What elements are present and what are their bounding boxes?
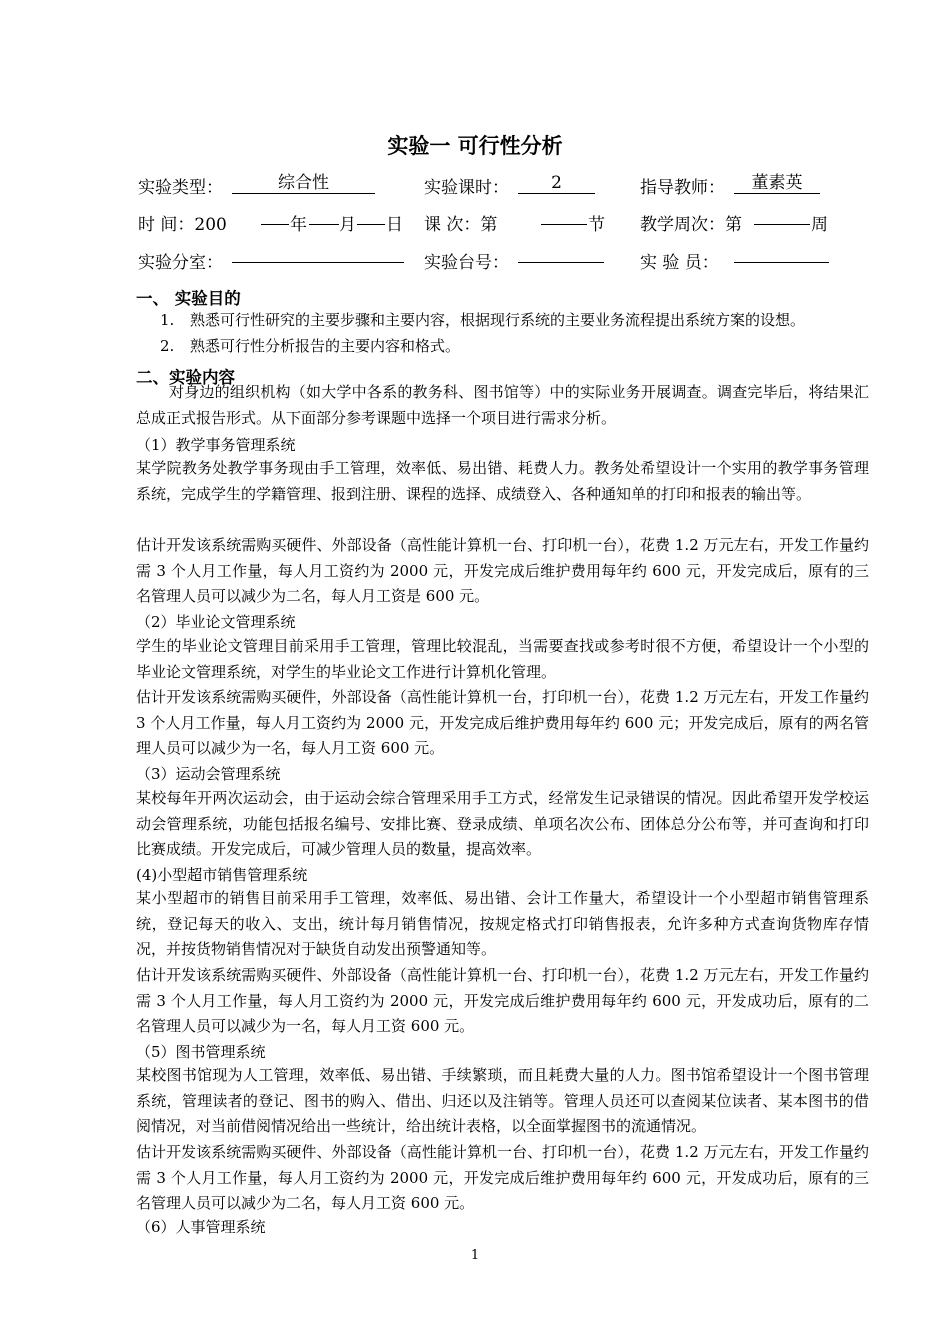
class-label: 课 次：第 (424, 215, 498, 235)
topic-5-title: （5）图书管理系统 (136, 1043, 266, 1061)
hours-label: 实验课时： (424, 178, 509, 198)
topic-2-cost: 估计开发该系统需购买硬件，外部设备（高性能计算机一台，打印机一台），花费 1.2 万元左右，开发工作量约 3 个人月工作量，每人月工资约为 2000 元，开发完成后维护费用每年约 600 元；开发完成后，原有的两名管理人员可以减少为一名，每人月工资 600 元。 (136, 688, 869, 757)
topic-2-title: （2）毕业论文管理系统 (136, 613, 296, 631)
topic-4-description: 某小型超市的销售目前采用手工管理，效率低、易出错、会计工作量大，希望设计一个小型超市销售管理系统，登记每天的收入、支出，统计每月销售情况，按规定格式打印销售报表，允许多种方式查询货物库存情况，并按货物销售情况对于缺货自动发出预警通知等。 (136, 889, 869, 958)
staff-label: 实 验 员： (640, 253, 719, 273)
time-label: 时 间：200 (138, 215, 227, 235)
topic-1-title: （1）教学事务管理系统 (136, 436, 296, 454)
year-blank (261, 224, 289, 225)
day-unit: 日 (386, 215, 403, 235)
topic-5-cost: 估计开发该系统需购买硬件、外部设备（高性能计算机一台、打印机一台），花费 1.2 万元左右，开发工作量约需 3 个人月工作量，每人月工资约为 2000 元，开发完成后维护费用每年约 600 元，开发成功后，原有的三名管理人员可以减少为二名，每人月工资 600 元。 (136, 1143, 869, 1212)
month-blank (309, 224, 339, 225)
topic-3-title: （3）运动会管理系统 (136, 765, 281, 783)
week-unit: 周 (811, 215, 828, 235)
class-blank (541, 224, 587, 225)
topic-6-title: （6）人事管理系统 (136, 1218, 266, 1236)
desk-label: 实验台号： (424, 253, 509, 273)
year-unit: 年 (290, 215, 307, 235)
topic-4-title: (4)小型超市销售管理系统 (136, 866, 308, 884)
document-title: 实验一 可行性分析 (387, 134, 563, 158)
intro-paragraph: 对身边的组织机构（如大学中各系的教务科、图书馆等）中的实际业务开展调查。调查完毕后，将结果汇总成正式报告形式。从下面部分参考课题中选择一个项目进行需求分析。 (136, 383, 869, 427)
topic-2-description: 学生的毕业论文管理目前采用手工管理，管理比较混乱，当需要查找或参考时很不方便，希望设计一个小型的毕业论文管理系统，对学生的毕业论文工作进行计算机化管理。 (136, 637, 869, 681)
class-unit: 节 (588, 215, 605, 235)
topic-1-description: 某学院教务处教学事务现由手工管理，效率低、易出错、耗费人力。教务处希望设计一个实用的教学事务管理系统，完成学生的学籍管理、报到注册、课程的选择、成绩登入、各种通知单的打印和报表的输出等。 (136, 459, 869, 503)
month-unit: 月 (339, 215, 356, 235)
meta-row-3 (138, 248, 868, 274)
page-number: 1 (470, 1248, 480, 1263)
topic-5-description: 某校图书馆现为人工管理，效率低、易出错、手续繁琐，而且耗费大量的人力。图书馆希望设计一个图书管理系统，管理读者的登记、图书的购入、借出、归还以及注销等。管理人员还可以查阅某位读者、某本图书的借阅情况，对当前借阅情况给出一些统计，给出统计表格，以全面掌握图书的流通情况。 (136, 1066, 869, 1135)
objective-item-2: 2. 熟悉可行性分析报告的主要内容和格式。 (160, 337, 461, 355)
desk-blank (518, 262, 604, 263)
type-value: 综合性 (232, 173, 375, 194)
day-blank (357, 224, 385, 225)
teacher-label: 指导教师： (640, 178, 725, 198)
meta-row-1 (138, 173, 868, 199)
section-1-heading: 一、 实验目的 (136, 289, 241, 308)
room-blank (232, 262, 404, 263)
type-label: 实验类型： (138, 178, 223, 198)
topic-3-description: 某校每年开两次运动会，由于运动会综合管理采用手工方式，经常发生记录错误的情况。因此希望开发学校运动会管理系统，功能包括报名编号、安排比赛、登录成绩、单项名次公布、团体总分公布等，并可查询和打印比赛成绩。开发完成后，可减少管理人员的数量，提高效率。 (136, 789, 869, 858)
week-label: 教学周次：第 (640, 215, 742, 235)
room-label: 实验分室： (138, 253, 223, 273)
hours-value: 2 (518, 173, 595, 194)
meta-row-2 (138, 210, 868, 236)
topic-4-cost: 估计开发该系统需购买硬件、外部设备（高性能计算机一台、打印机一台），花费 1.2 万元左右，开发工作量约需 3 个人月工作量，每人月工资约为 2000 元，开发完成后维护费用每年约 600 元，开发成功后，原有的二名管理人员可以减少为一名，每人月工资 600 元。 (136, 966, 869, 1035)
staff-blank (734, 262, 829, 263)
objective-item-1: 1. 熟悉可行性研究的主要步骤和主要内容，根据现行系统的主要业务流程提出系统方案的设想。 (160, 311, 806, 329)
section-2-heading: 二、实验内容 (136, 368, 235, 387)
teacher-value: 董素英 (734, 173, 820, 194)
week-blank (754, 224, 810, 225)
topic-1-cost: 估计开发该系统需购买硬件、外部设备（高性能计算机一台、打印机一台），花费 1.2 万元左右，开发工作量约需 3 个人月工作量，每人月工资约为 2000 元，开发完成后维护费用每年约 600 元，开发完成后，原有的三名管理人员可以减少为二名，每人月工资是 600 元。 (136, 536, 869, 605)
